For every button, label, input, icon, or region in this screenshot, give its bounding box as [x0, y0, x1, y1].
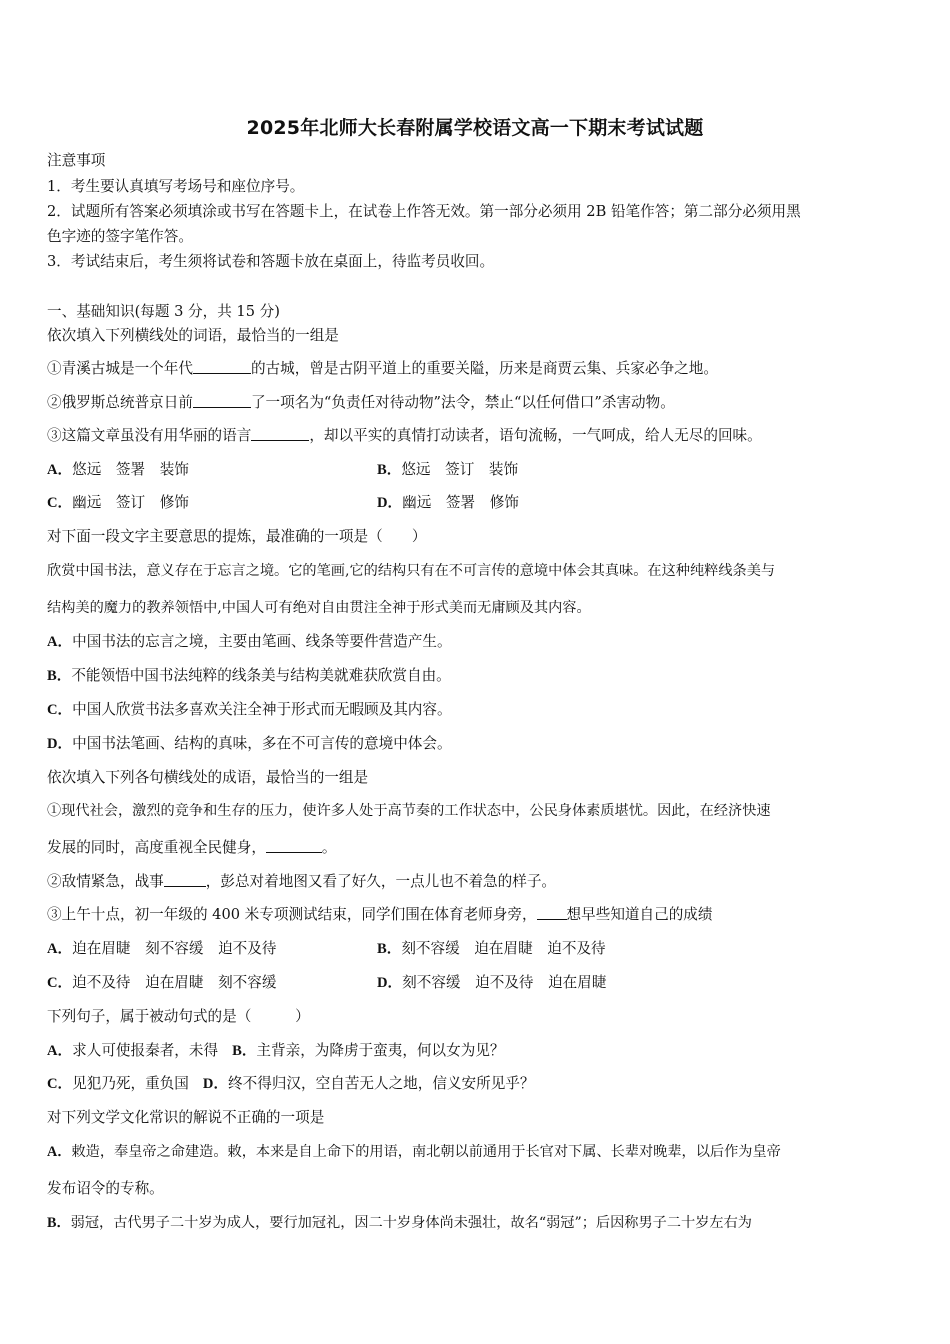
option-text: 中国人欣赏书法多喜欢关注全神于形式而无暇顾及其内容。 — [72, 701, 452, 718]
q1-option-c — [47, 493, 189, 513]
q2-option-a — [47, 632, 452, 652]
q5-stem: 对下列文学文化常识的解说不正确的一项是 — [47, 1109, 325, 1126]
option-label: B． — [377, 941, 402, 957]
q1-s2-after: 了一项名为“负责任对待动物”法令，禁止“以任何借口”杀害动物。 — [250, 394, 675, 411]
q3-s3-before: ③上午十点，初一年级的 400 米专项测试结束，同学们围在体育老师身旁， — [47, 906, 537, 923]
q3-s2-before: ②敌情紧急，战事 — [47, 873, 164, 890]
option-text: 不能领悟中国书法纯粹的线条美与结构美就难获欣赏自由。 — [71, 667, 451, 684]
notice-item-1: 1．考生要认真填写考场号和座位序号。 — [47, 178, 305, 195]
q3-option-c — [47, 973, 276, 993]
option-text: 悠远 签订 装饰 — [401, 461, 519, 478]
q3-sentence-1-cont — [47, 838, 337, 858]
q2-option-b — [47, 666, 451, 686]
option-label: A． — [47, 941, 73, 957]
q2-passage-line-1: 欣赏中国书法，意义存在于忘言之境。它的笔画,它的结构只有在不可言传的意境中体会其真味。在这种纯粹线条美与 — [47, 563, 776, 579]
option-text: 终不得归汉，空自苦无人之地，信义安所见乎？ — [228, 1075, 535, 1092]
option-label: C． — [47, 495, 73, 511]
option-label: A． — [47, 1144, 72, 1160]
option-label: D． — [377, 495, 403, 511]
option-text: 刻不容缓 迫在眉睫 迫不及待 — [401, 940, 606, 957]
option-text: 幽远 签署 修饰 — [402, 494, 519, 511]
blank-line — [266, 838, 322, 853]
option-text: 敕造，奉皇帝之命建造。敕，本来是自上命下的用语，南北朝以前通用于长官对下属、长辈对晚辈，以后作为皇帝 — [71, 1144, 781, 1160]
q3-s2-after: ，彭总对着地图又看了好久，一点儿也不着急的样子。 — [205, 873, 557, 890]
q1-stem: 依次填入下列横线处的词语，最恰当的一组是 — [47, 327, 339, 344]
option-label: C． — [47, 702, 73, 718]
q2-passage-line-2: 结构美的魔力的教养领悟中,中国人可有绝对自由贯注全神于形式美而无庸顾及其内容。 — [47, 600, 591, 616]
notice-item-3: 3．考试结束后，考生须将试卷和答题卡放在桌面上，待监考员收回。 — [47, 253, 495, 270]
option-text: 主背亲，为降虏于蛮夷，何以女为见？ — [256, 1042, 505, 1059]
option-text: 求人可使报秦者，未得 — [72, 1042, 219, 1059]
q3-stem: 依次填入下列各句横线处的成语，最恰当的一组是 — [47, 769, 369, 786]
option-label: A． — [47, 1043, 73, 1059]
option-label: B． — [377, 462, 402, 478]
option-label: B． — [232, 1043, 257, 1059]
blank-line — [164, 872, 206, 887]
q1-s1-before: ①青溪古城是一个年代 — [47, 360, 193, 377]
q1-option-a — [47, 460, 189, 480]
q1-option-d — [377, 493, 519, 513]
option-label: C． — [47, 975, 73, 991]
option-label: D． — [202, 1076, 229, 1092]
q1-sentence-1 — [47, 359, 718, 379]
option-text: 迫不及待 迫在眉睫 刻不容缓 — [72, 974, 277, 991]
q1-s3-before: ③这篇文章虽没有用华丽的语言 — [47, 427, 252, 444]
q5-option-a — [47, 1142, 781, 1162]
q4-options-row-1 — [47, 1041, 505, 1061]
q3-s1-after: 。 — [321, 839, 337, 856]
q2-stem: 对下面一段文字主要意思的提炼，最准确的一项是（ ） — [47, 528, 427, 545]
option-text: 中国书法笔画、结构的真味，多在不可言传的意境中体会。 — [72, 735, 452, 752]
notice-item-2-cont: 色字迹的签字笔作答。 — [47, 228, 193, 245]
blank-line — [193, 359, 251, 374]
notice-item-2: 2．试题所有答案必须填涂或书写在答题卡上，在试卷上作答无效。第一部分必须用 2B 铅笔作答；第二部分必须用黑 — [47, 203, 801, 220]
option-text: 中国书法的忘言之境，主要由笔画、线条等要件营造产生。 — [72, 633, 452, 650]
blank-line — [251, 426, 309, 441]
q1-s2-before: ②俄罗斯总统普京日前 — [47, 394, 193, 411]
q3-option-a — [47, 939, 276, 959]
option-text: 弱冠，古代男子二十岁为成人，要行加冠礼，因二十岁身体尚未强壮，故名“弱冠”；后因称男子二十岁左右为 — [70, 1215, 752, 1231]
q4-stem: 下列句子，属于被动句式的是（ ） — [47, 1008, 310, 1025]
q4-options-row-2 — [47, 1074, 535, 1094]
page-title: 2025年北师大长春附属学校语文高一下期末考试试题 — [246, 117, 704, 139]
option-label: A． — [47, 462, 73, 478]
q2-option-c — [47, 700, 452, 720]
q3-sentence-2 — [47, 872, 556, 892]
option-text: 见犯乃死，重负国 — [72, 1075, 189, 1092]
q1-s1-after: 的古城，曾是古阴平道上的重要关隘，历来是商贾云集、兵家必争之地。 — [250, 360, 718, 377]
option-label: D． — [47, 736, 73, 752]
q3-s3-after: 想早些知道自己的成绩 — [566, 906, 713, 923]
option-label: D． — [377, 975, 403, 991]
option-label: A． — [47, 634, 73, 650]
option-label: B． — [47, 668, 72, 684]
q3-sentence-1: ①现代社会，激烈的竞争和生存的压力，使许多人处于高节奏的工作状态中，公民身体素质堪忧。因此，在经济快速 — [47, 803, 771, 819]
option-text: 幽远 签订 修饰 — [72, 494, 189, 511]
option-label: B． — [47, 1215, 71, 1231]
option-text: 迫在眉睫 刻不容缓 迫不及待 — [72, 940, 277, 957]
option-label: C． — [47, 1076, 73, 1092]
option-text: 悠远 签署 装饰 — [72, 461, 189, 478]
q3-sentence-3 — [47, 905, 713, 925]
blank-line — [537, 905, 567, 920]
q3-option-d — [377, 973, 606, 993]
q2-option-d — [47, 734, 452, 754]
notice-heading: 注意事项 — [47, 152, 106, 169]
option-text: 刻不容缓 迫不及待 迫在眉睫 — [402, 974, 607, 991]
q1-s3-after: ，却以平实的真情打动读者，语句流畅，一气呵成，给人无尽的回味。 — [309, 427, 762, 444]
q5-option-b — [47, 1213, 752, 1233]
q3-s1-before: 发展的同时，高度重视全民健身， — [47, 839, 266, 856]
q1-option-b — [377, 460, 518, 480]
q1-sentence-3 — [47, 426, 762, 446]
blank-line — [193, 393, 251, 408]
q3-option-b — [377, 939, 606, 959]
section-heading: 一、基础知识(每题 3 分，共 15 分) — [47, 303, 280, 320]
q1-sentence-2 — [47, 393, 675, 413]
q5-option-a-cont: 发布诏令的专称。 — [47, 1180, 164, 1197]
